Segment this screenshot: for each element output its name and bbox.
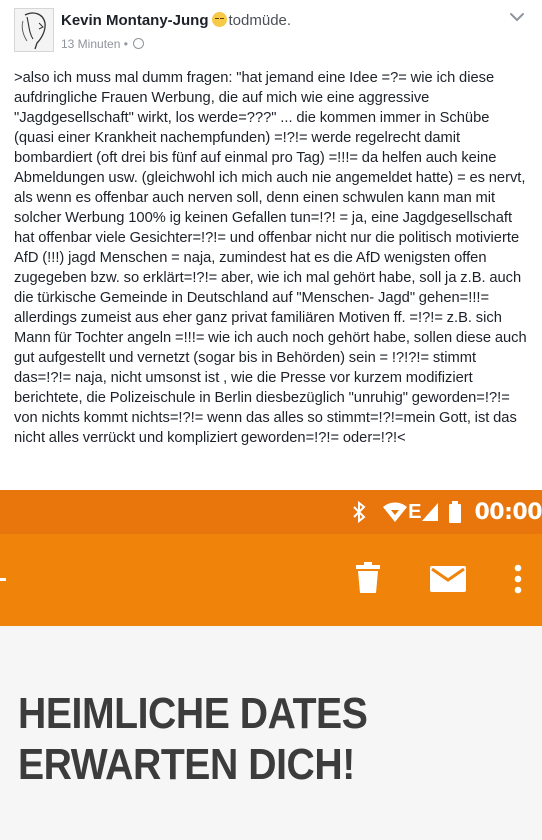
status-icons	[350, 490, 542, 534]
avatar-sketch-icon	[15, 9, 53, 51]
app-toolbar	[0, 534, 542, 626]
author-name[interactable]: Kevin Montany-Jung	[61, 12, 209, 29]
email-headline	[18, 688, 367, 790]
post-meta	[61, 37, 144, 51]
status-bar	[0, 490, 542, 534]
network-type: E	[408, 500, 422, 523]
bluetooth-icon	[350, 500, 368, 524]
signal-icon	[420, 501, 440, 523]
meta-separator: •	[123, 37, 128, 51]
message-content	[0, 626, 542, 840]
feeling-emoji-icon	[212, 12, 227, 27]
post-header	[0, 0, 542, 60]
trash-icon[interactable]	[355, 562, 381, 594]
headline-line-2: ERWARTEN DICH!	[18, 740, 355, 789]
attached-screenshot[interactable]	[0, 490, 542, 840]
mail-icon[interactable]	[430, 566, 466, 592]
author-line	[61, 12, 291, 29]
feeling-text: todmüde.	[228, 12, 292, 29]
more-vert-icon[interactable]	[513, 564, 523, 594]
status-time: 00:00	[474, 499, 542, 525]
battery-icon	[448, 500, 462, 524]
avatar[interactable]	[14, 8, 54, 52]
globe-icon	[133, 38, 144, 49]
wifi-icon	[382, 501, 408, 523]
chevron-down-icon[interactable]	[508, 8, 526, 26]
post-timestamp[interactable]: 13 Minuten	[61, 37, 121, 51]
back-arrow-icon[interactable]	[0, 578, 6, 581]
headline-line-1: HEIMLICHE DATES	[18, 689, 368, 738]
post-body-text: >also ich muss mal dumm fragen: "hat jemand eine Idee =?= wie ich diese aufdringliche Frauen Werbung, die auf mich wie eine aggressive "Jagdgesellschaft" wirkt, los werde=???" ... die kommen immer in Schübe (quasi einer Krankheit nachempfunden) =!?!= werde regelrecht damit bombardiert (oft drei bis fünf auf einmal pro Tag) =!!!= da helfen auch keine Abmeldungen usw. (gleichwohl ich mich auch nie angemeldet hatte) = es nervt, als wenn es offenbar auch nerven soll, denn einen schwulen kann man mit solcher Werbung 100% ig keinen Gefallen tun=!?! = ja, eine Jagdgesellschaft hat offenbar viele Gesichter=!?!= und offenbar nicht nur die politisch motivierte AfD (!!!) jagd Menschen = naja, zumindest hat es die AfD wenigsten offen zugegeben bzw. so erklärt=!?!= aber, wie ich mal gehört habe, soll ja z.B. auch die türkische Gemeinde in Deutschland auf "Menschen- Jagd" gehen=!!!= allerdings zumeist aus eher ganz privat familiären Motiven ff. =!?!= z.B. sich Mann für Tochter angeln =!!!= wie ich auch noch gehört habe, sollen diese auch gut aufgestellt und vernetzt (sogar bis in Behörden) sein = !?!?!= stimmt das=!?!= naja, nicht umsonst ist , wie die Presse vor kurzem modifiziert berichtete, die Polizeischule in Berlin diesbezüglich "unruhig" geworden=!?!= von nichts kommt nichts=!?!= wenn das alles so stimmt=!?!=mein Gott, ist das nicht alles verrückt und kompliziert geworden=!?!= oder=!?!<	[14, 70, 527, 446]
